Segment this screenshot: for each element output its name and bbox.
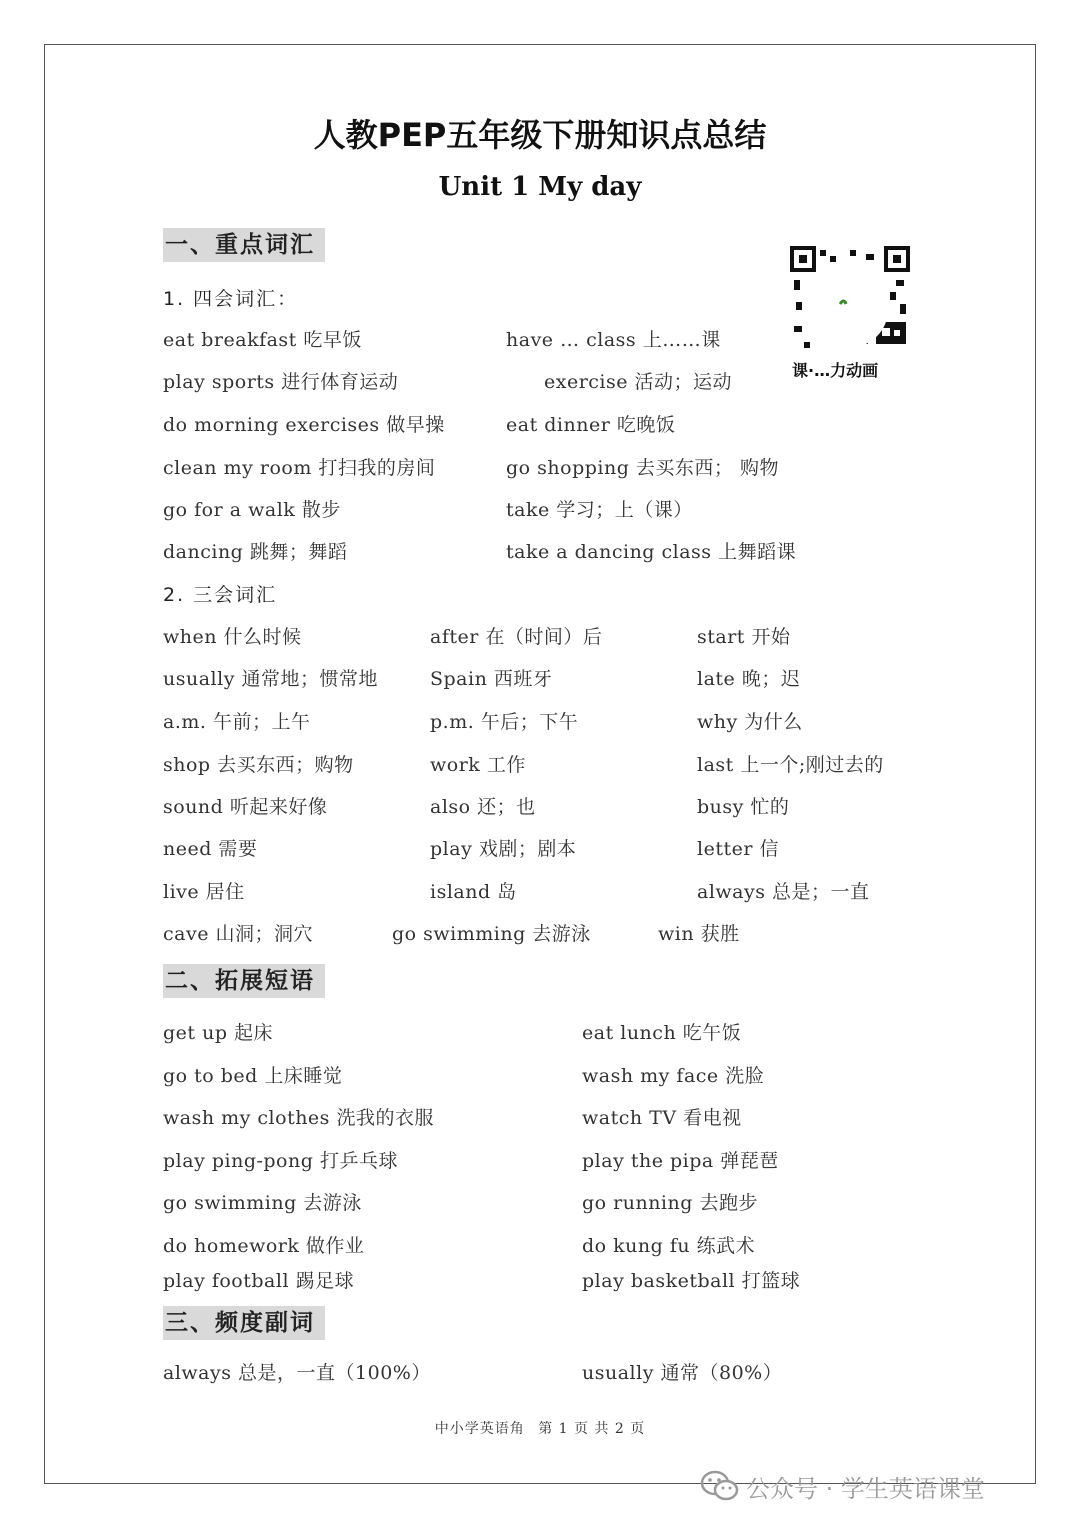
phrase-item: do kung fu 练武术 xyxy=(582,1235,756,1257)
phrase-item: do homework 做作业 xyxy=(163,1235,365,1257)
vocab-item: Spain 西班牙 xyxy=(430,668,553,690)
vocab-item: usually 通常地；惯常地 xyxy=(163,668,378,690)
vocab-item: cave 山洞；洞穴 xyxy=(163,923,313,945)
phrase-item: go swimming 去游泳 xyxy=(163,1192,362,1214)
adverb-item: always 总是，一直（100%） xyxy=(163,1362,431,1384)
vocab-item: win 获胜 xyxy=(658,923,740,945)
vocab-item: have … class 上……课 xyxy=(506,329,721,351)
vocab-item: work 工作 xyxy=(430,754,526,776)
vocab-item: go for a walk 散步 xyxy=(163,499,341,521)
vocab-item: why 为什么 xyxy=(697,711,803,733)
vocab-item: play sports 进行体育运动 xyxy=(163,371,399,393)
phrase-item: go to bed 上床睡觉 xyxy=(163,1065,343,1087)
phrase-item: get up 起床 xyxy=(163,1022,274,1044)
subheading-four-skill: 1. 四会词汇： xyxy=(163,288,299,310)
vocab-item: p.m. 午后；下午 xyxy=(430,711,579,733)
phrase-item: go running 去跑步 xyxy=(582,1192,758,1214)
document-title: 人教PEP五年级下册知识点总结 xyxy=(313,116,767,154)
vocab-item: eat breakfast 吃早饭 xyxy=(163,329,362,351)
phrase-item: play the pipa 弹琵琶 xyxy=(582,1150,779,1172)
vocab-item: late 晚；迟 xyxy=(697,668,801,690)
vocab-item: a.m. 午前；上午 xyxy=(163,711,311,733)
vocab-item: island 岛 xyxy=(430,881,517,903)
vocab-item: take a dancing class 上舞蹈课 xyxy=(506,541,797,563)
vocab-item: sound 听起来好像 xyxy=(163,796,328,818)
vocab-item: need 需要 xyxy=(163,838,258,860)
section-heading-vocab: 一、重点词汇 xyxy=(163,228,325,262)
vocab-item: start 开始 xyxy=(697,626,791,648)
phrase-item: eat lunch 吃午饭 xyxy=(582,1022,742,1044)
phrase-item: play basketball 打篮球 xyxy=(582,1270,801,1292)
phrase-item: wash my face 洗脸 xyxy=(582,1065,765,1087)
vocab-item: shop 去买东西；购物 xyxy=(163,754,354,776)
vocab-item: after 在（时间）后 xyxy=(430,626,603,648)
vocab-item: letter 信 xyxy=(697,838,779,860)
subheading-three-skill: 2. 三会词汇 xyxy=(163,584,278,606)
vocab-item: eat dinner 吃晚饭 xyxy=(506,414,676,436)
phrase-item: wash my clothes 洗我的衣服 xyxy=(163,1107,434,1129)
vocab-item: also 还；也 xyxy=(430,796,536,818)
wechat-icon xyxy=(700,1469,740,1503)
watermark xyxy=(700,1466,985,1506)
section-heading-adverbs: 三、频度副词 xyxy=(163,1306,325,1340)
footer-source: 中小学英语角 xyxy=(434,1421,525,1437)
vocab-item: take 学习；上（课） xyxy=(506,499,693,521)
vocab-item: go swimming 去游泳 xyxy=(392,923,591,945)
qr-label: 课·…力动画 xyxy=(792,361,879,380)
footer-page-number: 第 1 页 共 2 页 xyxy=(538,1421,646,1437)
section-heading-phrases: 二、拓展短语 xyxy=(163,964,325,998)
vocab-item: when 什么时候 xyxy=(163,626,302,648)
vocab-item: do morning exercises 做早操 xyxy=(163,414,445,436)
page-footer xyxy=(0,1418,1080,1438)
vocab-item: clean my room 打扫我的房间 xyxy=(163,457,436,479)
vocab-item: play 戏剧；剧本 xyxy=(430,838,577,860)
vocab-item: busy 忙的 xyxy=(697,796,790,818)
vocab-item: live 居住 xyxy=(163,881,245,903)
adverb-item: usually 通常（80%） xyxy=(582,1362,783,1384)
vocab-item: last 上一个;刚过去的 xyxy=(697,754,884,776)
vocab-item: always 总是；一直 xyxy=(697,881,870,903)
phrase-item: watch TV 看电视 xyxy=(582,1107,742,1129)
unit-title: Unit 1 My day xyxy=(438,172,642,202)
vocab-item: exercise 活动；运动 xyxy=(544,371,733,393)
vocab-item: dancing 跳舞；舞蹈 xyxy=(163,541,348,563)
phrase-item: play football 踢足球 xyxy=(163,1270,355,1292)
vocab-item: go shopping 去买东西； 购物 xyxy=(506,457,779,479)
phrase-item: play ping-pong 打乒乓球 xyxy=(163,1150,398,1172)
watermark-text: 公众号 · 学生英语课堂 xyxy=(746,1474,985,1503)
